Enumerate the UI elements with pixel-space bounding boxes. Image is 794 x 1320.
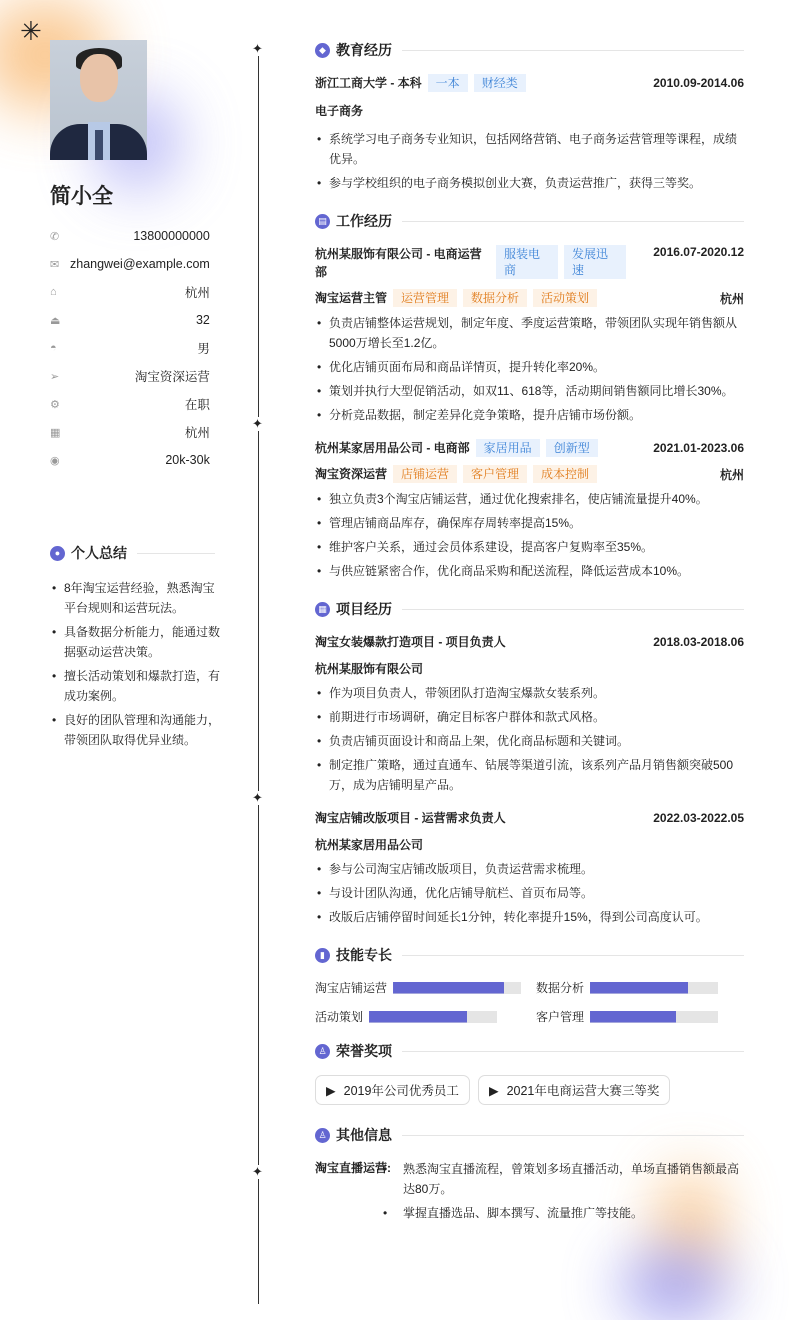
- avatar: [50, 40, 147, 160]
- send-icon: ➢: [50, 370, 60, 383]
- play-icon: ▶: [326, 1083, 336, 1098]
- city: 杭州: [719, 467, 744, 482]
- gear-icon: ⚙: [50, 398, 60, 411]
- tag: 运营管理: [393, 289, 457, 307]
- project-name: 淘宝女装爆款打造项目 - 项目负责人: [315, 635, 506, 649]
- list-item: • 具备数据分析能力，能通过数据驱动运营决策。: [50, 622, 220, 662]
- section-title: 教育经历: [336, 42, 392, 58]
- company: 杭州某服饰有限公司 - 电商运营部: [315, 247, 482, 279]
- list-item: • 策划并执行大型促销活动，如双11、618等，活动期间销售额同比增长30%。: [315, 381, 744, 401]
- tag: 发展迅速: [564, 245, 626, 279]
- tag: 家居用品: [476, 439, 540, 457]
- skill-bar: [369, 1011, 497, 1023]
- other-label: 淘宝直播运营:: [315, 1161, 391, 1175]
- list-item: • 维护客户关系，通过会员体系建设，提高客户复购率至35%。: [315, 537, 744, 557]
- gender: 男: [197, 342, 210, 356]
- award-item: [315, 1075, 470, 1105]
- award-icon: ♙: [315, 1128, 330, 1143]
- list-item: • 与设计团队沟通，优化店铺导航栏、首页布局等。: [315, 883, 744, 903]
- list-item: • 良好的团队管理和沟通能力，带领团队取得优异业绩。: [50, 710, 220, 750]
- list-item: • 作为项目负责人，带领团队打造淘宝爆款女装系列。: [315, 683, 744, 703]
- list-item: • 擅长活动策划和爆款打造，有成功案例。: [50, 666, 220, 706]
- tag: 店铺运营: [393, 465, 457, 483]
- summary-list: [50, 578, 220, 754]
- other-info: [315, 1159, 744, 1227]
- tag: 创新型: [546, 439, 598, 457]
- role: 淘宝资深运营: [315, 467, 388, 481]
- list-item: • 分析竞品数据，制定差异化竞争策略，提升店铺市场份额。: [315, 405, 744, 425]
- section-title: 项目经历: [336, 601, 392, 617]
- grid-icon: ▦: [315, 602, 330, 617]
- award-icon: ♙: [315, 1044, 330, 1059]
- skill-name: 淘宝店铺运营: [315, 981, 388, 995]
- other-header: [315, 1125, 744, 1145]
- user-icon: ●: [50, 546, 65, 561]
- mail-icon: ✉: [50, 258, 60, 271]
- role: 淘宝运营主管: [315, 291, 388, 305]
- date: 2016.07-2020.12: [653, 245, 744, 259]
- work-header: [315, 211, 744, 231]
- list-item: • 负责店铺整体运营规划，制定年度、季度运营策略，带领团队实现年销售额从5000万增长至1.2亿。: [315, 313, 744, 353]
- tag: 一本: [428, 74, 468, 92]
- school: 浙江工商大学 - 本科: [315, 76, 422, 90]
- date: 2021.01-2023.06: [653, 441, 744, 455]
- company: 杭州某家居用品公司 - 电商部: [315, 441, 470, 455]
- position: 淘宝资深运营: [134, 370, 210, 384]
- briefcase-icon: ▤: [315, 214, 330, 229]
- graduation-cap-icon: ◆: [315, 43, 330, 58]
- list-item: • 改版后店铺停留时间延长1分钟，转化率提升15%，得到公司高度认可。: [315, 907, 744, 927]
- education-entry: [315, 74, 744, 193]
- location: 杭州: [184, 286, 210, 300]
- chart-icon: ▮: [315, 948, 330, 963]
- sparkle-icon: ✦: [252, 41, 263, 56]
- city: 杭州: [184, 426, 210, 440]
- salary: 20k-30k: [165, 453, 210, 467]
- skill-fill: [393, 982, 504, 994]
- email: zhangwei@example.com: [70, 257, 210, 271]
- tag: 服装电商: [496, 245, 558, 279]
- skill-bar: [590, 1011, 718, 1023]
- list-item: • 参与学校组织的电子商务模拟创业大赛，负责运营推广，获得三等奖。: [315, 173, 744, 193]
- section-title: 荣誉奖项: [336, 1043, 392, 1059]
- education-header: [315, 40, 744, 60]
- skills-header: [315, 945, 744, 965]
- award-item: [478, 1075, 670, 1105]
- list-item: • 管理店铺商品库存，确保库存周转率提高15%。: [315, 513, 744, 533]
- tag: 客户管理: [463, 465, 527, 483]
- list-item: • 熟悉淘宝直播流程，曾策划多场直播活动，单场直播销售额最高达80万。: [381, 1159, 744, 1199]
- list-item: • 掌握直播选品、脚本撰写、流量推广等技能。: [381, 1203, 744, 1223]
- age: 32: [195, 313, 210, 327]
- projects-header: [315, 599, 744, 619]
- major: 电子商务: [315, 104, 364, 118]
- asterisk-icon: ✳: [20, 16, 42, 46]
- project-entry: [315, 633, 744, 795]
- skill-fill: [590, 982, 688, 994]
- job-entry: [315, 439, 744, 581]
- skills-grid: [315, 979, 744, 1025]
- date: 2018.03-2018.06: [653, 634, 744, 649]
- skill-name: 数据分析: [536, 981, 585, 995]
- skill-name: 客户管理: [536, 1010, 585, 1024]
- list-item: • 优化店铺页面布局和商品详情页，提升转化率20%。: [315, 357, 744, 377]
- date: 2022.03-2022.05: [653, 810, 744, 825]
- skill-bar: [393, 982, 521, 994]
- salary-icon: ◉: [50, 454, 60, 467]
- section-title: 工作经历: [336, 213, 392, 229]
- award-label: 2021年电商运营大赛三等奖: [506, 1084, 660, 1098]
- cake-icon: ⏏: [50, 314, 61, 327]
- list-item: • 参与公司淘宝店铺改版项目，负责运营需求梳理。: [315, 859, 744, 879]
- project-entry: [315, 809, 744, 927]
- job-entry: [315, 245, 744, 425]
- section-title: 其他信息: [336, 1127, 392, 1143]
- skill-name: 活动策划: [315, 1010, 364, 1024]
- tag: 活动策划: [533, 289, 597, 307]
- skill-fill: [590, 1011, 676, 1023]
- decor-blob: [620, 1250, 730, 1320]
- skill-bar: [590, 982, 718, 994]
- awards-header: [315, 1041, 744, 1061]
- company: 杭州某家居用品公司: [315, 838, 424, 852]
- tag: 数据分析: [463, 289, 527, 307]
- building-icon: ▦: [50, 426, 61, 439]
- phone: 13800000000: [133, 229, 210, 243]
- award-label: 2019年公司优秀员工: [343, 1084, 459, 1098]
- sparkle-icon: ✦: [252, 416, 263, 431]
- gender-icon: ◓: [50, 342, 57, 354]
- home-icon: ⌂: [50, 286, 57, 298]
- list-item: • 制定推广策略，通过直通车、钻展等渠道引流，该系列产品月销售额突破500万，成为店铺明星产品。: [315, 755, 744, 795]
- status: 在职: [184, 398, 210, 412]
- tag: 财经类: [474, 74, 526, 92]
- candidate-name: 简小全: [50, 185, 113, 208]
- date: 2010.09-2014.06: [653, 76, 744, 90]
- section-title: 技能专长: [336, 947, 392, 963]
- section-title: 个人总结: [71, 545, 127, 561]
- list-item: • 前期进行市场调研，确定目标客户群体和款式风格。: [315, 707, 744, 727]
- tag: 成本控制: [533, 465, 597, 483]
- play-icon: ▶: [488, 1083, 499, 1098]
- city: 杭州: [719, 291, 744, 306]
- sparkle-icon: ✦: [252, 1164, 263, 1179]
- list-item: • 与供应链紧密合作，优化商品采购和配送流程，降低运营成本10%。: [315, 561, 744, 581]
- list-item: • 系统学习电子商务专业知识，包括网络营销、电子商务运营管理等课程，成绩优异。: [315, 129, 744, 169]
- sparkle-icon: ✦: [252, 790, 263, 805]
- timeline-line: [258, 50, 259, 1304]
- contact-info: [50, 222, 210, 474]
- project-name: 淘宝店铺改版项目 - 运营需求负责人: [315, 811, 506, 825]
- main-content: [315, 40, 744, 1227]
- list-item: • 独立负责3个淘宝店铺运营，通过优化搜索排名，使店铺流量提升40%。: [315, 489, 744, 509]
- list-item: • 8年淘宝运营经验，熟悉淘宝平台规则和运营玩法。: [50, 578, 220, 618]
- list-item: • 负责店铺页面设计和商品上架，优化商品标题和关键词。: [315, 731, 744, 751]
- summary-header: [50, 543, 215, 563]
- skill-fill: [369, 1011, 467, 1023]
- phone-icon: ✆: [50, 230, 60, 243]
- company: 杭州某服饰有限公司: [315, 662, 424, 676]
- awards-list: [315, 1075, 744, 1105]
